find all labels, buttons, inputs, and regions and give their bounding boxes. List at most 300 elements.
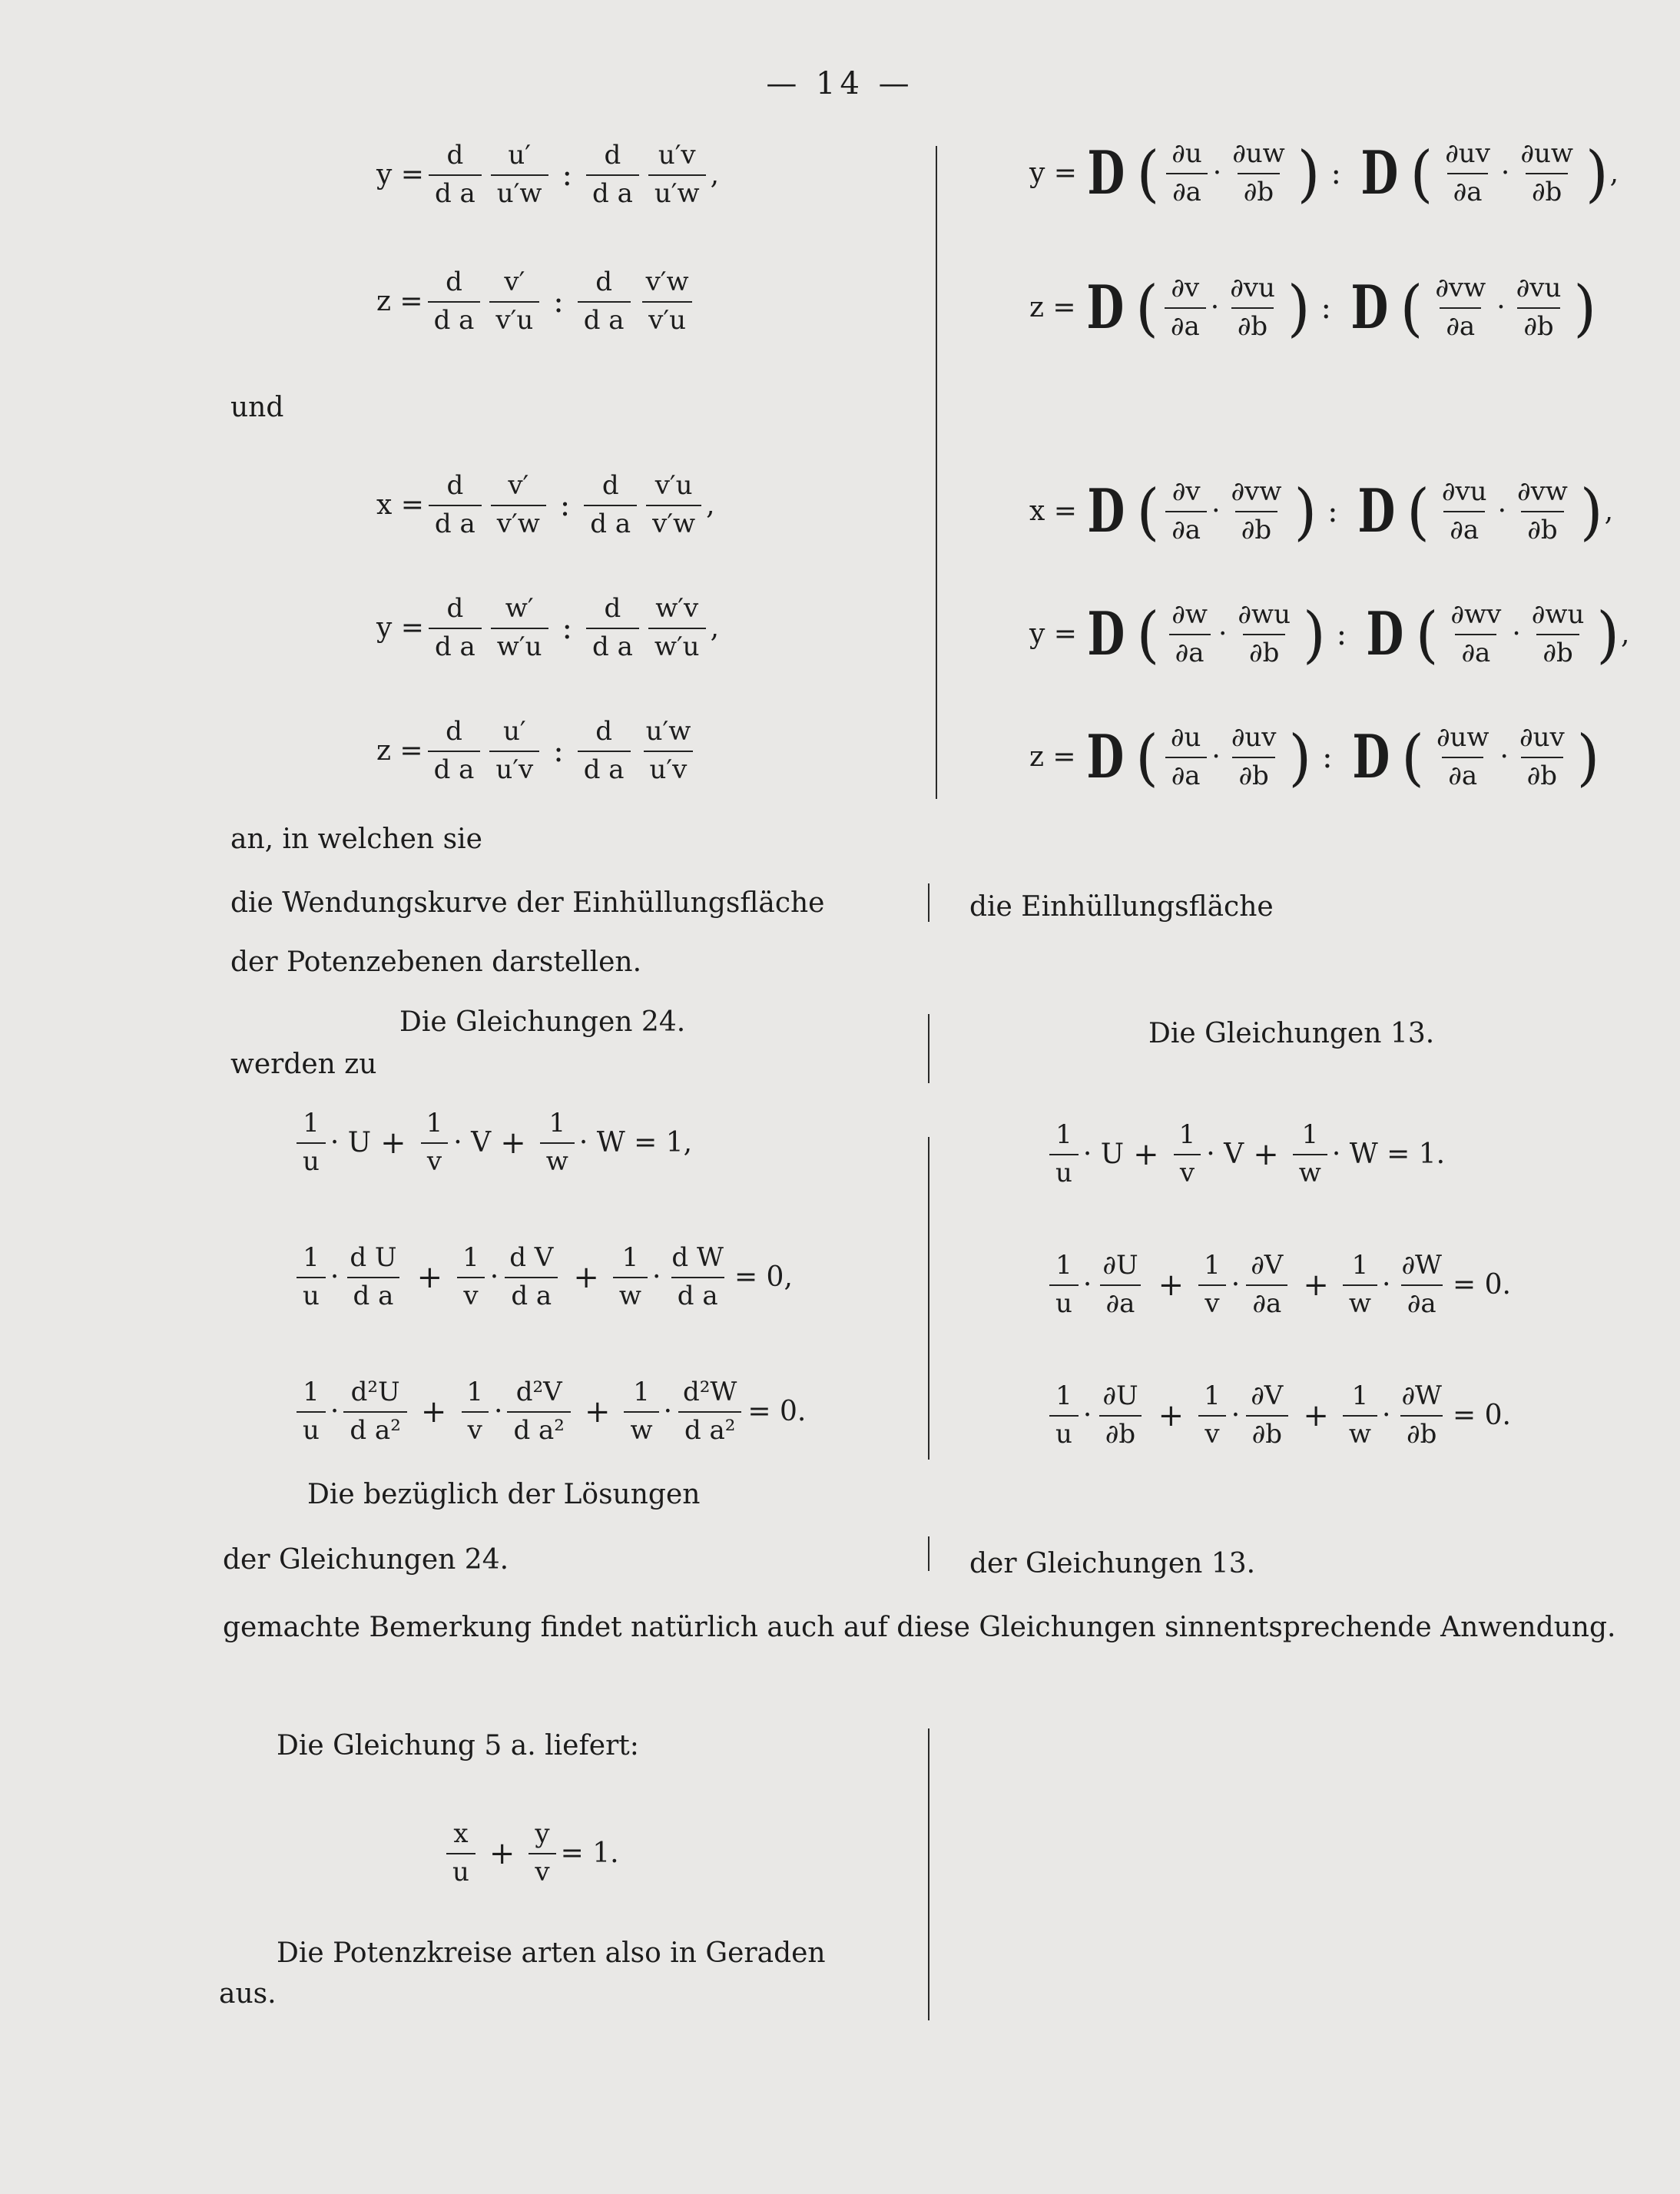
fraction [1165,476,1207,545]
numerator: d [446,716,462,747]
denominator: d a [428,751,481,784]
dot-operator: · [578,1127,588,1159]
equation-lhs: y = [376,159,424,191]
fraction [624,1379,658,1444]
fraction [1225,721,1283,791]
dot-operator: · [1231,1400,1241,1432]
column-divider [936,146,937,799]
denominator: w [1343,1415,1377,1449]
colon-operator: : [559,487,571,523]
fraction [1436,476,1493,545]
denominator: ∂b [1235,511,1277,545]
fraction [343,1379,406,1444]
fraction [491,472,546,538]
equation-lhs: y = [376,612,424,645]
operator-d: D [1357,476,1395,546]
gleichung-5a-text: Die Gleichung 5 a. liefert: [277,1730,639,1761]
denominator: ∂b [1521,511,1563,545]
equation-lhs: z = [1029,292,1076,323]
numerator: v′ [508,470,529,501]
plus-operator: + [489,1835,515,1871]
fraction [1224,272,1281,342]
denominator: d a [428,301,481,335]
punctuation: , [710,159,720,191]
denominator: w [624,1411,658,1445]
footer-sentence: gemachte Bemerkung findet natürlich auch auf diese Gleichungen sinnentsprechende Anwendung. [223,1612,1616,1643]
denominator: ∂b [1526,173,1568,207]
dot-operator: · [1381,1400,1391,1432]
colon-operator: : [562,157,573,193]
dot-operator: · [1500,157,1510,189]
numerator: ∂uw [1232,138,1285,169]
fraction [491,142,548,207]
numerator: 1 [548,1108,566,1138]
numerator: ∂vw [1435,272,1486,303]
dot-operator: · [330,1396,340,1428]
gleichungen-24-heading: Die Gleichungen 24. [399,1006,686,1038]
fraction [648,142,706,207]
dot-operator: · [663,1396,673,1428]
fraction [456,1244,485,1310]
denominator: u′w [491,174,548,208]
numerator: ∂vu [1441,476,1487,507]
numerator: u′v [658,140,696,171]
fraction [297,1379,326,1444]
fraction [297,1244,326,1310]
left-equation-sum3 [292,1379,806,1444]
numerator: ∂w [1171,598,1208,630]
numerator: d U [350,1242,397,1273]
numerator: u′w [645,716,691,747]
left-equation-z2 [376,718,701,784]
numerator: 1 [1055,1250,1072,1281]
right-equation-y2: y = D ( $\frac{\partial w}{\partial a}$ · $\frac{\partial wu}{\partial b}$ ) : D ( $\frac{\partial wv}{\partial a}$ · $\frac{\partial wu}{\partial b}$ ) , [1029,598,1630,671]
denominator: ∂a [1169,634,1211,668]
denominator: u′v [644,751,694,784]
left-equation-sum2 [292,1244,793,1310]
numerator: 1 [466,1377,483,1407]
dot-operator: · [1496,292,1506,323]
fraction [460,1379,489,1444]
column-divider [928,883,929,922]
denominator: w [540,1142,575,1176]
numerator: v′ [504,267,525,297]
numerator: ∂v [1171,272,1200,303]
equation-rhs: = 0. [1452,1400,1511,1432]
right-equation-sum1 [1045,1119,1446,1188]
right-equation-sum3 [1045,1380,1511,1450]
denominator: d a [586,628,639,661]
potenzebenen-text: der Potenzebenen darstellen. [230,946,642,978]
numerator: ∂wu [1238,598,1291,630]
operator-d: D [1086,273,1124,343]
denominator: v [1198,1415,1225,1449]
der-gleichungen-13-text: der Gleichungen 13. [969,1548,1256,1579]
denominator: d a [584,505,637,539]
operator-d: D [1087,599,1125,669]
punctuation: , [1621,618,1630,650]
denominator: ∂a [1440,307,1481,341]
numerator: 1 [462,1242,479,1273]
numerator: 1 [1351,1250,1369,1281]
numerator: v′w [645,267,689,297]
operator-d: D [1360,138,1399,208]
fraction [1343,1252,1377,1317]
dot-operator: · [494,1396,503,1428]
der-gleichungen-24-text: der Gleichungen 24. [223,1544,509,1576]
fraction [1165,598,1214,668]
numerator: u′ [503,716,526,747]
fraction [1293,1119,1327,1188]
denominator: d a² [507,1411,570,1445]
bezueglich-text: Die bezüglich der Lösungen [307,1479,701,1510]
denominator: ∂b [1238,173,1280,207]
plus-operator: + [1303,1267,1329,1303]
column-divider [928,1728,929,2020]
equation-lhs: z = [376,286,423,318]
denominator: ∂a [1165,511,1207,545]
numerator: 1 [621,1242,639,1273]
denominator: v′u [489,301,539,335]
column-divider [928,1014,929,1083]
numerator: ∂vw [1517,476,1568,507]
numerator: ∂uw [1520,138,1573,169]
fraction [1395,1380,1448,1450]
fraction [1343,1380,1377,1450]
fraction [1225,476,1288,545]
fraction [1510,272,1568,342]
denominator: u [297,1411,326,1445]
left-equation-x2 [376,472,715,538]
equation-rhs: = 1. [560,1838,619,1870]
fraction [1244,1380,1289,1450]
numerator: ∂vu [1516,272,1562,303]
numerator: 1 [1055,1380,1072,1411]
equation-rhs: W = 1, [596,1127,693,1159]
fraction [1430,721,1496,791]
denominator: w [613,1277,648,1311]
plus-operator: + [1158,1267,1185,1303]
denominator: u [297,1142,326,1176]
denominator: u [1049,1284,1079,1318]
denominator: d a [578,751,631,784]
operator-d: D [1366,599,1404,669]
plus-operator: + [416,1259,443,1295]
numerator: 1 [303,1242,320,1273]
numerator: 1 [426,1108,443,1138]
denominator: ∂a [1165,757,1207,790]
dot-operator: · [1512,618,1521,650]
fraction [578,269,631,334]
denominator: ∂b [1243,634,1285,668]
line-equation [442,1818,619,1887]
numerator: d V [509,1242,554,1273]
fraction [489,718,539,784]
fraction [646,472,701,538]
equation-lhs: z = [1029,741,1076,773]
fraction [1096,1380,1144,1450]
dot-operator: · [1210,292,1220,323]
denominator: d a [505,1277,558,1311]
denominator: v′w [646,505,701,539]
equation-rhs: = 0. [747,1396,807,1428]
denominator: v [529,1853,555,1887]
numerator: v′u [654,470,693,501]
numerator: 1 [1301,1119,1319,1150]
denominator: ∂a [1401,1284,1443,1318]
plus-operator: + [1133,1136,1159,1172]
numerator: d [446,140,464,171]
numerator: ∂U [1102,1380,1138,1411]
numerator: d [595,267,613,297]
werden-zu-text: werden zu [230,1049,377,1080]
denominator: u [446,1853,476,1887]
fraction [1231,598,1297,668]
plus-operator: + [1303,1397,1329,1433]
numerator: ∂u [1171,138,1202,169]
und-text: und [230,392,284,423]
dot-operator: · [1082,1400,1092,1432]
numerator: ∂vu [1230,272,1275,303]
numerator: ∂wu [1531,598,1585,630]
column-divider [928,1137,929,1460]
punctuation: , [706,489,715,522]
equation-lhs: y = [1029,618,1077,650]
fraction [1444,598,1507,668]
numerator: ∂W [1401,1380,1442,1411]
equation-lhs: x = [376,489,424,522]
numerator: 1 [1055,1119,1072,1150]
punctuation: , [1609,157,1619,189]
potenzkreise-text: Die Potenzkreise arten also in Geraden [277,1937,826,1969]
dot-operator: · [330,1261,340,1294]
denominator: d a [347,1277,400,1311]
colon-operator: : [562,610,573,646]
numerator: d [446,267,462,297]
fraction [428,269,481,334]
numerator: x [453,1818,469,1849]
an-in-welchen-text: an, in welchen sie [230,824,482,855]
numerator: ∂uv [1519,721,1565,753]
term-text: · U [330,1127,372,1159]
denominator: v′u [642,301,692,335]
fraction [489,269,539,334]
aus-text: aus. [219,1978,277,2010]
plus-operator: + [1253,1136,1279,1172]
numerator: w′ [505,593,534,624]
fraction [428,718,481,784]
operator-d: D [1086,722,1124,792]
numerator: 1 [303,1377,320,1407]
wendungskurve-text: die Wendungskurve der Einhüllungsfläche [230,887,825,919]
numerator: d [446,470,464,501]
column-divider [928,1536,929,1571]
fraction [429,142,482,207]
fraction [648,595,706,661]
denominator: d a [429,628,482,661]
numerator: d W [671,1242,724,1273]
fraction [491,595,548,661]
page-number: — 14 — [766,66,914,101]
fraction [1049,1119,1079,1188]
left-equation-y2 [376,595,719,661]
fraction [1429,272,1492,342]
fraction [1165,272,1206,342]
fraction [1049,1252,1079,1317]
term-text: · U [1082,1138,1125,1171]
denominator: v [1174,1154,1201,1188]
plus-operator: + [380,1125,406,1161]
denominator: d a² [343,1411,406,1445]
fraction [503,1244,559,1310]
fraction [429,472,482,538]
fraction [540,1110,575,1175]
numerator: ∂U [1102,1250,1138,1281]
numerator: u′ [508,140,531,171]
denominator: d a [586,174,639,208]
denominator: ∂a [1165,307,1206,341]
fraction [1244,1252,1289,1317]
numerator: d²V [515,1377,562,1407]
right-equation-x2: x = D ( $\frac{\partial v}{\partial a}$ · $\frac{\partial vw}{\partial b}$ ) : D ( $\frac{\partial vu}{\partial a}$ · $\frac{\partial vw}{\partial b}$ ) , [1029,475,1614,548]
fraction [1513,721,1571,791]
numerator: d²U [350,1377,400,1407]
fraction [586,142,639,207]
fraction [665,1244,730,1310]
numerator: ∂v [1171,476,1201,507]
fraction [297,1110,326,1175]
denominator: d a [671,1277,724,1311]
dot-operator: · [1082,1269,1092,1301]
fraction [613,1244,648,1310]
fraction [1395,1252,1448,1317]
fraction [429,595,482,661]
fraction [1526,598,1591,668]
einhuellungsflaeche-text: die Einhüllungsfläche [969,891,1274,923]
fraction [507,1379,570,1444]
dot-operator: · [1331,1138,1341,1171]
right-equation-y1: y = D ( $\frac{\partial u}{\partial a}$ · $\frac{\partial uw}{\partial b}$ ) : D ( $\frac{\partial uv}{\partial a}$ · $\frac{\partial uw}{\partial b}$ ) , [1029,137,1619,210]
denominator: v [421,1142,448,1176]
dot-operator: · [1211,741,1221,773]
dot-operator: · [1381,1269,1391,1301]
gleichungen-13-heading: Die Gleichungen 13. [1148,1018,1435,1049]
punctuation: , [1604,495,1614,527]
fraction [1198,1380,1227,1450]
denominator: ∂a [1246,1284,1287,1318]
denominator: v′w [491,505,546,539]
term-text: · V [1206,1138,1244,1171]
numerator: 1 [1204,1250,1221,1281]
denominator: ∂a [1442,757,1483,790]
numerator: ∂wv [1450,598,1502,630]
left-equation-sum1 [292,1110,692,1175]
fraction [1198,1252,1227,1317]
denominator: v [1198,1284,1225,1318]
denominator: ∂a [1447,173,1489,207]
fraction [640,269,695,334]
left-equation-y1 [376,142,719,207]
punctuation: , [710,612,720,645]
numerator: d [604,140,621,171]
plus-operator: + [1158,1397,1185,1433]
dot-operator: · [651,1261,661,1294]
fraction [1511,476,1574,545]
colon-operator: : [553,733,564,769]
denominator: ∂b [1231,307,1274,341]
denominator: ∂b [1517,307,1559,341]
dot-operator: · [489,1261,499,1294]
fraction [1439,138,1496,207]
denominator: u′w [648,174,706,208]
denominator: w′u [491,628,548,661]
numerator: ∂uv [1231,721,1277,753]
numerator: ∂uv [1445,138,1490,169]
dot-operator: · [1499,741,1509,773]
denominator: ∂b [1246,1415,1288,1449]
fraction [529,1818,555,1887]
dot-operator: · [1497,495,1507,527]
equation-lhs: z = [376,735,423,767]
denominator: ∂a [1166,173,1208,207]
equation-rhs: = 0, [734,1261,793,1294]
fraction [420,1110,449,1175]
fraction [584,472,637,538]
denominator: u [1049,1154,1079,1188]
right-equation-z2: z = D ( $\frac{\partial u}{\partial a}$ · $\frac{\partial uv}{\partial b}$ ) : D ( $\frac{\partial uw}{\partial a}$ · $\frac{\partial uv}{\partial b}$ ) [1029,721,1600,794]
denominator: ∂b [1521,757,1563,790]
plus-operator: + [420,1394,447,1430]
numerator: 1 [1351,1380,1369,1411]
equation-rhs: = 0. [1452,1269,1511,1301]
operator-d: D [1352,722,1390,792]
denominator: u [1049,1415,1079,1449]
denominator: ∂a [1455,634,1496,668]
denominator: ∂a [1443,511,1485,545]
numerator: 1 [1204,1380,1221,1411]
denominator: v [457,1277,484,1311]
numerator: ∂W [1401,1250,1442,1281]
operator-d: D [1087,138,1125,208]
numerator: 1 [1178,1119,1196,1150]
fraction [1049,1380,1079,1450]
numerator: d²W [683,1377,737,1407]
denominator: u [297,1277,326,1311]
colon-operator: : [553,283,564,320]
numerator: d [595,716,613,747]
denominator: v [462,1411,489,1445]
plus-operator: + [500,1125,526,1161]
fraction [640,718,698,784]
denominator: d a² [678,1411,741,1445]
denominator: d a [429,505,482,539]
denominator: ∂b [1232,757,1274,790]
numerator: d [446,593,464,624]
denominator: ∂b [1536,634,1579,668]
fraction [677,1379,743,1444]
equation-lhs: x = [1029,495,1077,527]
fraction [1226,138,1291,207]
plus-operator: + [573,1259,599,1295]
denominator: d a [429,174,482,208]
dot-operator: · [1218,618,1228,650]
right-equation-z1: z = D ( $\frac{\partial v}{\partial a}$ · $\frac{\partial vu}{\partial b}$ ) : D ( $\frac{\partial vw}{\partial a}$ · $\frac{\partial vu}{\partial b}$ ) [1029,271,1597,344]
numerator: d [601,470,619,501]
denominator: u′v [489,751,539,784]
fraction [578,718,631,784]
right-equation-sum2 [1045,1252,1511,1317]
denominator: w′u [648,628,706,661]
